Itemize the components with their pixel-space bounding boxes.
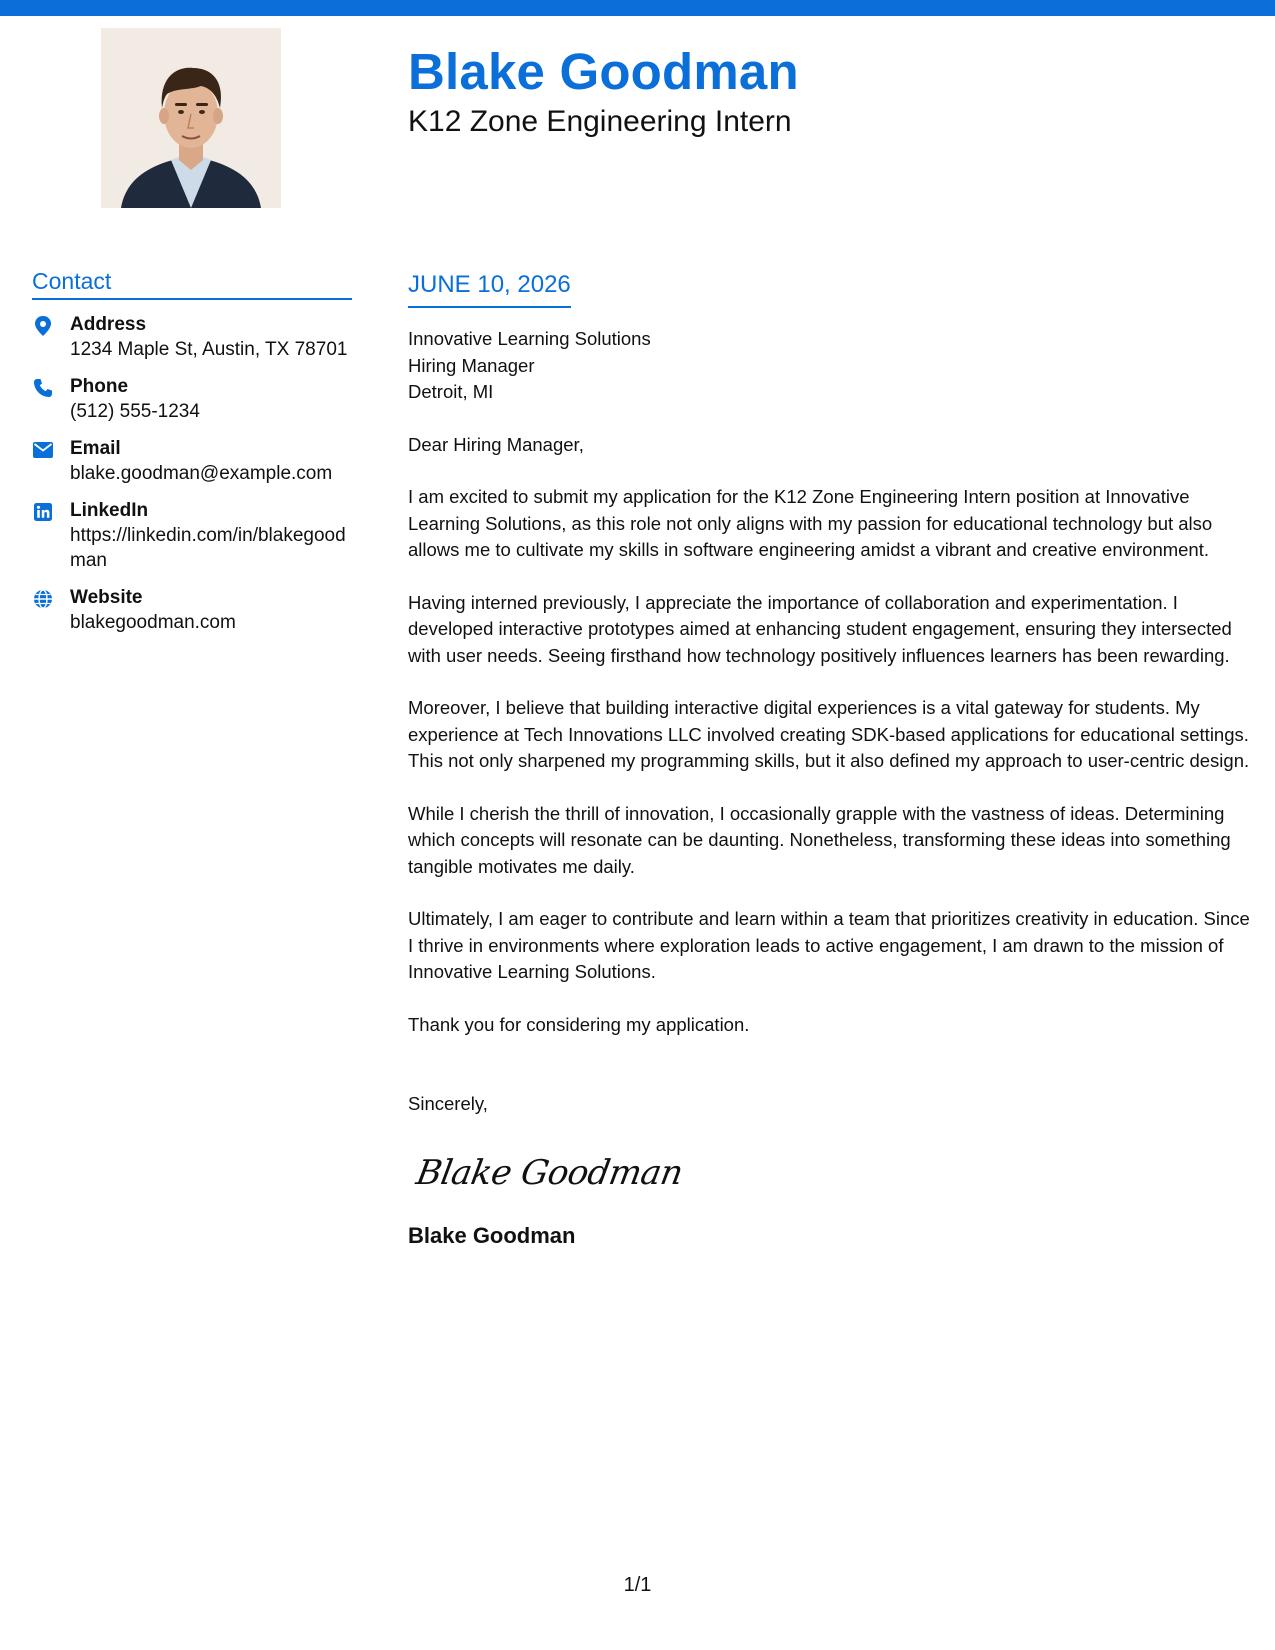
paragraph-1: I am excited to submit my application for the K12 Zone Engineering Intern position at Innovative Learning Solutions, as this role not only aligns with my passion for educational technology but also allows me to cultivate my skills in software engineering amidst a vibrant and creative environment. (408, 486, 1213, 560)
paragraph-4: While I cherish the thrill of innovation, I occasionally grapple with the vastness of ideas. Determining which concepts will resonate can be daunting. Nonetheless, transforming these ideas into something tangible motivates me daily. (408, 802, 1231, 877)
closing: Sincerely, (408, 1093, 488, 1114)
contact-label-website: Website (70, 587, 143, 608)
contact-sidebar (32, 266, 352, 635)
paragraph-6: Thank you for considering my application. (408, 1013, 750, 1035)
contact-item-phone (32, 375, 352, 424)
contact-item-website (32, 586, 352, 635)
contact-label-address: Address (70, 314, 147, 335)
job-title: K12 Zone Engineering Intern (408, 105, 792, 138)
top-accent-bar (0, 0, 1275, 16)
contact-value-website[interactable]: blakegoodman.com (70, 612, 236, 633)
phone-icon (32, 377, 54, 399)
recipient-company: Innovative Learning Solutions (408, 328, 651, 349)
signer-name: Blake Goodman (408, 1222, 576, 1248)
recipient-title: Hiring Manager (408, 354, 535, 376)
salutation: Dear Hiring Manager, (408, 433, 584, 455)
paragraph-2: Having interned previously, I appreciate the importance of collaboration and experimentation. I developed interactive prototypes aimed at enhancing student engagement, ensuring they intersected with user needs. Seeing firsthand how technology positively influences learners has been rewarding. (408, 591, 1232, 666)
cover-letter-body (408, 268, 1250, 1250)
contact-item-address (32, 313, 352, 362)
linkedin-icon (32, 501, 54, 523)
contact-value-email[interactable]: blake.goodman@example.com (70, 463, 333, 484)
paragraph-3: Moreover, I believe that building interactive digital experiences is a vital gateway for students. My experience at Tech Innovations LLC involved creating SDK-based applications for educational settings. This not only sharpened my programming skills, but it also defined my approach to user-centric design. (408, 697, 1250, 771)
candidate-name: Blake Goodman (408, 43, 799, 100)
contact-value-address: 1234 Maple St, Austin, TX 78701 (70, 339, 348, 360)
handwritten-signature (413, 1144, 1250, 1202)
contact-item-linkedin (32, 499, 352, 573)
paragraph-5: Ultimately, I am eager to contribute and learn within a team that prioritizes creativity in education. Since I thrive in environments where exploration leads to active engagement, I am drawn to the mission of Innovative Learning Solutions. (408, 908, 1250, 982)
contact-label-linkedin: LinkedIn (70, 500, 149, 521)
contact-value-linkedin[interactable]: https://linkedin.com/in/blakegoodman (70, 525, 346, 571)
envelope-icon (32, 439, 54, 461)
recipient-location: Detroit, MI (408, 381, 494, 402)
contact-label-phone: Phone (70, 376, 129, 397)
recipient-block (408, 326, 1250, 406)
profile-photo-illustration (101, 28, 281, 208)
contact-heading: Contact (32, 266, 352, 300)
contact-item-email (32, 437, 352, 486)
signature-image (413, 1144, 686, 1202)
globe-icon (32, 588, 54, 610)
letter-date: JUNE 10, 2026 (408, 268, 571, 308)
page-number: 1/1 (623, 1574, 652, 1596)
profile-photo (101, 28, 281, 208)
contact-value-phone: (512) 555-1234 (70, 401, 200, 422)
contact-label-email: Email (70, 438, 121, 459)
location-pin-icon (32, 315, 54, 337)
signature-script: Blake Goodman (413, 1152, 686, 1193)
